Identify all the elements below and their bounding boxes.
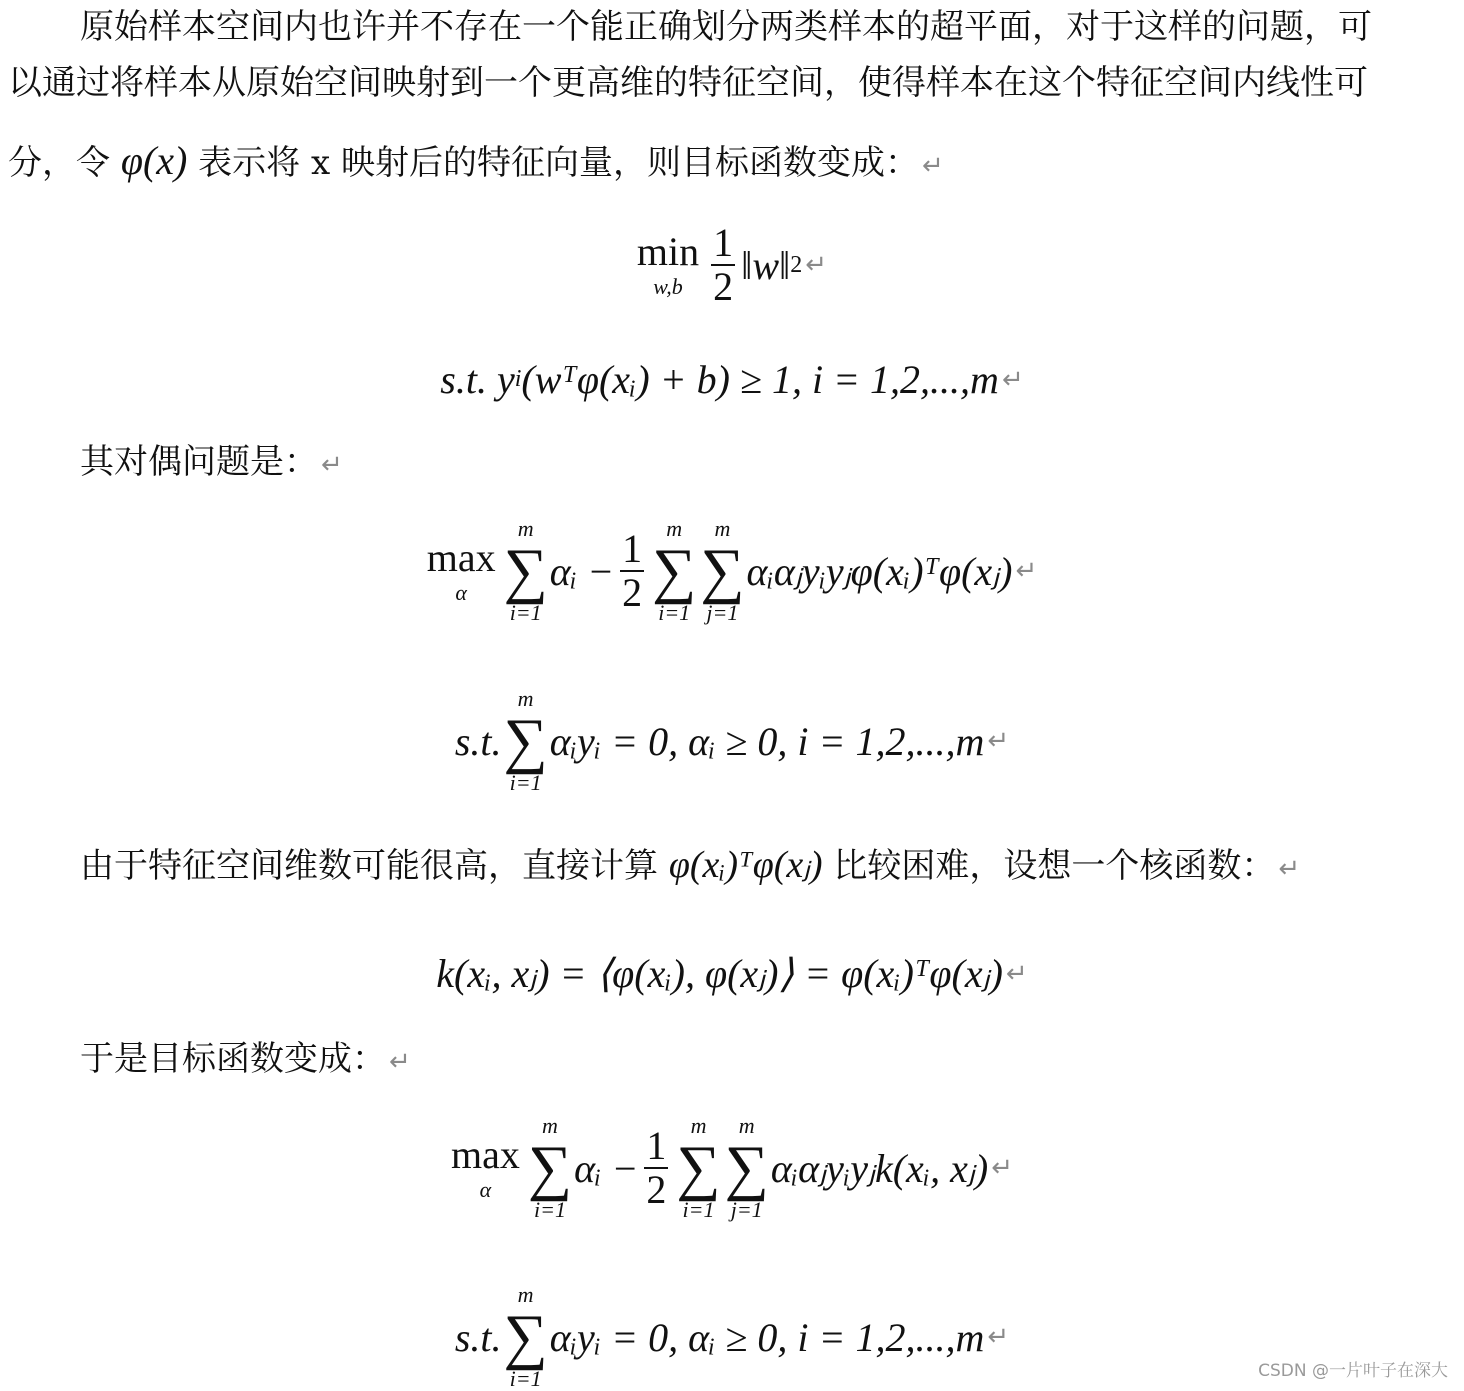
equation-kernel-dual-objective <box>0 1115 1464 1221</box>
equation-kernel-dual-constraint <box>0 1284 1464 1390</box>
paragraph-mark-icon: ↵ <box>321 450 343 480</box>
equation-constraint-primal <box>0 356 1464 403</box>
exponent-2: 2 <box>790 251 803 278</box>
fraction-numerator: 1 <box>713 220 734 265</box>
paragraph-mark-icon: ↵ <box>389 1047 411 1077</box>
fraction-numerator: 1 <box>622 526 643 571</box>
para3-text-b: 比较困难，设想一个核函数： <box>833 846 1276 886</box>
csdn-watermark: CSDN @一片叶子在深大 <box>1258 1361 1448 1381</box>
sum-symbol-j: m ∑ j=1 <box>724 1113 769 1222</box>
phi-x-inline: φ(x) <box>120 138 188 183</box>
paragraph-mark-icon: ↵ <box>805 250 828 280</box>
constraint-rest: (wᵀφ(xᵢ) + b) ≥ 1, i = 1,2,...,m <box>521 357 999 402</box>
fraction-numerator: 1 <box>646 1123 667 1168</box>
para1-line1 <box>80 7 1372 47</box>
min-subscript: w,b <box>653 274 683 299</box>
sub-i: i <box>514 366 522 392</box>
fraction-denominator: 2 <box>646 1167 667 1212</box>
equation-dual-objective <box>0 518 1464 624</box>
constraint-rest: αᵢyᵢ = 0, αᵢ ≥ 0, i = 1,2,...,m <box>549 718 985 764</box>
para2 <box>80 442 343 482</box>
paragraph-mark-icon: ↵ <box>921 151 944 181</box>
st-label: s.t. <box>454 1314 502 1360</box>
para1-text-line2: 以通过将样本从原始空间映射到一个更高维的特征空间，使得样本在这个特征空间内线性可 <box>8 63 1368 103</box>
sum-symbol: m ∑ i=1 <box>503 686 548 795</box>
para4-text: 于是目标函数变成： <box>80 1039 386 1079</box>
kernel-definition: k(xᵢ, xⱼ) = ⟨φ(xᵢ), φ(xⱼ)⟩ = φ(xᵢ)ᵀφ(xⱼ) <box>436 951 1003 996</box>
para1-text-line3a: 分，令 <box>8 143 110 183</box>
norm-w: ‖w‖ <box>741 242 791 288</box>
max-operator: max <box>451 1132 520 1177</box>
paragraph-mark-icon: ↵ <box>1278 854 1301 884</box>
para3-text-a: 由于特征空间维数可能很高，直接计算 <box>80 846 658 886</box>
max-subscript: α <box>479 1177 492 1202</box>
equation-kernel <box>0 950 1464 997</box>
max-subscript: α <box>455 580 467 605</box>
para2-text: 其对偶问题是： <box>80 442 318 482</box>
sum-symbol: m ∑ i=1 <box>527 1113 573 1222</box>
term-kernel-k: αᵢαⱼyᵢyⱼk(xᵢ, xⱼ) <box>770 1145 989 1191</box>
fraction-denominator: 2 <box>622 570 643 615</box>
para4 <box>80 1039 411 1079</box>
term-alpha-i: αᵢ − <box>574 1145 639 1191</box>
paragraph-mark-icon: ↵ <box>1005 958 1028 989</box>
term-kernel-phi: αᵢαⱼyᵢyⱼφ(xᵢ)ᵀφ(xⱼ) <box>746 548 1013 594</box>
term-alpha-i: αᵢ − <box>549 548 615 594</box>
sum-symbol-i: m ∑ i=1 <box>652 516 697 625</box>
paragraph-mark-icon: ↵ <box>987 726 1010 756</box>
para1-text-line1: 原始样本空间内也许并不存在一个能正确划分两类样本的超平面，对于这样的问题，可 <box>80 7 1372 47</box>
fraction-denominator: 2 <box>713 264 734 309</box>
sum-symbol: m ∑ i=1 <box>503 516 548 625</box>
constraint-rest: αᵢyᵢ = 0, αᵢ ≥ 0, i = 1,2,...,m <box>549 1314 985 1360</box>
sum-symbol-i: m ∑ i=1 <box>676 1113 721 1222</box>
min-operator: min <box>636 229 700 274</box>
st-label: s.t. <box>454 718 502 764</box>
max-operator: max <box>426 535 496 580</box>
paragraph-mark-icon: ↵ <box>991 1153 1013 1183</box>
phi-inner-product-inline: φ(xᵢ)ᵀφ(xⱼ) <box>668 844 823 886</box>
equation-dual-constraint <box>0 688 1464 794</box>
para3 <box>80 844 1301 886</box>
paragraph-mark-icon: ↵ <box>1001 364 1024 395</box>
st-y: s.t. y <box>440 357 515 402</box>
paragraph-mark-icon: ↵ <box>987 1322 1010 1352</box>
para1-line2 <box>8 63 1368 103</box>
paragraph-mark-icon: ↵ <box>1015 556 1038 586</box>
sum-symbol: m ∑ i=1 <box>503 1282 548 1391</box>
para1-line3 <box>8 138 944 183</box>
sum-symbol-j: m ∑ j=1 <box>700 516 745 625</box>
equation-objective <box>0 222 1464 308</box>
para1-text-line3b: 表示将 x 映射后的特征向量，则目标函数变成： <box>198 143 919 183</box>
